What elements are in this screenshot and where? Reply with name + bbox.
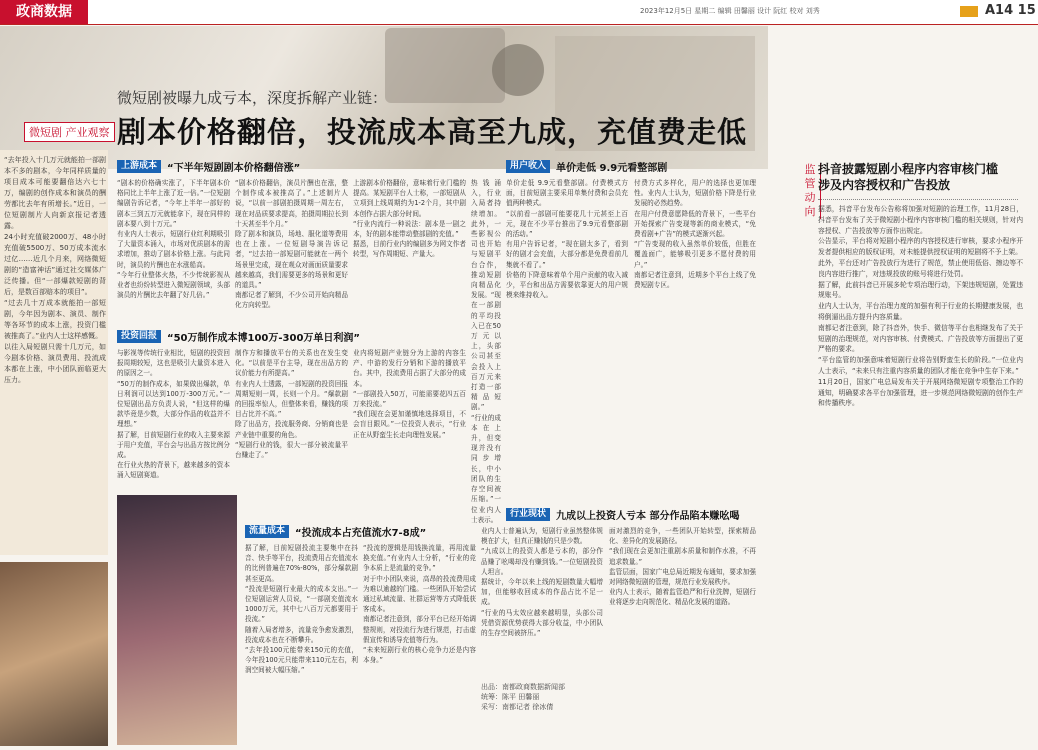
middle-photo	[117, 495, 237, 745]
sidebar-divider	[818, 199, 1018, 200]
section-brand: 政商数据	[0, 0, 88, 24]
left-photo	[0, 562, 108, 746]
lens-shape	[492, 44, 544, 96]
section-tag: 上游成本	[117, 160, 161, 173]
s1-col3: 上游剧本价格翻倍，意味着行业门槛的提高。某短剧平台人士称，一部短剧从立项到上线周期约为1-2个月，其中剧本创作占据大部分时间。 “行业内流行一种说法：剧本是一剧之本，好的剧本能带动整部剧的充值。” 据悉，目前行业内的编剧多为网文作者转型，写作周期短、产量大。	[353, 179, 466, 259]
section-title: “下半年短剧剧本价格翻倍涨”	[167, 163, 301, 174]
s5-col2: 面对激烈的竞争，一些团队开始转型，探索精品化、差异化的发展路径。 “我们现在会更加注重剧本质量和制作水准，不再追求数量。” 监管层面，国家广电总局近期发布通知，要求加强对网络微短剧的管理，规范行业发展秩序。 业内人士表示，随着监管趋严和行业洗牌，短剧行业将逐步走向规范化、精品化发展的道路。	[609, 527, 756, 607]
feature-subtitle: 微短剧被曝九成亏本，深度拆解产业链：	[117, 89, 388, 107]
left-column-text: “去年投入十几万元就能拍一部剧本不多的剧本，今年同样质量的项目成本可能要翻倍达六七十万，编剧的创作成本和演员的酬劳都比去年有所增长。”近日，一位短剧制片人向新京报记者透露。 24小时充值破2000万、48小时充值破5500万、50万成本流水过亿……近几个月来，网络微短剧的“造富神话”通过社交媒体广泛传播。但“一部爆款短剧的背后，是数百部赔本的项目”。 “过去几十万成本就能拍一部短剧，今年因为剧本、演员、制作等各环节的成本上涨，投资门槛被推高了。”业内人士这样感慨。 以往入局短剧只需十几万元，如今剧本价格、演员费用、投流成本都在上涨，中小团队面临更大压力。	[4, 156, 106, 384]
page-number: A14 15	[985, 3, 1036, 18]
masthead-bar	[0, 0, 1038, 25]
section-tag: 流量成本	[245, 525, 289, 538]
section-revenue	[506, 160, 766, 173]
dateline: 2023年12月5日 星期二 编辑 田馨丽 设计 阮红 校对 刘秀	[640, 7, 820, 15]
section-title: “投流成本占充值流水7-8成”	[295, 528, 427, 539]
s2-col2: 制作方和播放平台的关系也在发生变化。“以前是平台主导，现在出品方的议价能力有所提高。” 有业内人士透露，一部短剧的投资回报周期短则一周，长则一个月。“爆款剧的回报率惊人，但整体来看，赚钱的项目占比并不高。” 除了出品方，投流服务商、分销商也是产业链中重要的角色。 “短剧行业的钱，很大一部分被流量平台赚走了。”	[235, 349, 348, 460]
s3-col2: “投流的逻辑是用钱换流量，再用流量换充值。”有业内人士分析，“行业的竞争本质上是流量的竞争。” 对于中小团队来说，高昂的投流费用成为难以逾越的门槛。一些团队开始尝试通过私域流量、社群运营等方式降低获客成本。 南都记者注意到，部分平台已经开始调整规则，对投流行为进行规范，打击虚假宣传和诱导充值等行为。 “未来短剧行业的核心竞争力还是内容本身。”	[363, 544, 476, 665]
section-title: 九成以上投资人亏本 部分作品陷本赚吆喝	[556, 511, 740, 522]
sidebar-label: 监管动向	[800, 163, 821, 219]
s5-col1: 业内人士普遍认为，短剧行业虽然整体规模在扩大，但真正赚钱的只是少数。 “九成以上的投资人都是亏本的，部分作品赚了吆喝却没有赚到钱。”一位短剧投资人坦言。 据统计，今年以来上线的短剧数量大幅增加，但能够收回成本的作品占比不足一成。 “行业的马太效应越来越明显，头部公司凭借资源优势获得大部分收益，中小团队的生存空间被挤压。”	[481, 527, 603, 638]
sidebar-body: 据悉，抖音平台发布公告称将加强对短剧的治理工作，11月28日，抖音平台发布了关于微短剧小程序内容审核门槛的相关规则，针对内容授权、广告投放等方面作出规定。 公告显示，平台将对短剧小程序的内容授权进行审核，要求小程序开发者提供相应的版权证明，对未能提供授权证明的短剧将不予上架。 此外，平台还对广告投放行为进行了规范，禁止使用低俗、擦边等不良内容进行推广，对违规投放的账号将进行处罚。 据了解，此前抖音已开展多轮专项治理行动，下架违规短剧，处置违规账号。 业内人士认为，平台治理力度的加强有利于行业的长期健康发展，也将倒逼出品方提升内容质量。 南都记者注意到，除了抖音外，快手、微信等平台也相继发布了关于短剧的治理规范，对内容审核、付费模式、广告投放等方面提出了更严格的要求。 “平台监管的加强意味着短剧行业将告别野蛮生长的阶段。”一位业内人士表示，“未来只有注重内容质量的团队才能在竞争中生存下来。” 11月20日，国家广电总局发布关于开展网络微短剧专项整治工作的通知，明确要求各平台加强管理，进一步规范网络微短剧的创作生产和传播秩序。	[818, 205, 1023, 408]
section-title: 单价走低 9.9元看整部剧	[556, 163, 668, 174]
section-tag: 投资回报	[117, 330, 161, 343]
s4-col1: 单价走低 9.9元看整部剧。付费模式方面，目前短剧主要采用单集付费和会员充值两种模式。 “以前看一部剧可能要花几十元甚至上百元，现在不少平台推出了9.9元看整部剧的活动。” 有用户告诉记者，“现在剧太多了，看到好的剧才会充值，大部分都是免费看前几集就不看了。” 价格的下降意味着单个用户贡献的收入减少，平台和出品方需要依靠更大的用户规模来维持收入。	[506, 179, 628, 300]
s2-col3: 业内将短剧产业链分为上游的内容生产、中游的发行分销和下游的播放平台。其中，投流费用占据了大部分的成本。 “一部剧投入50万，可能需要花四五百万来投流。” “我们现在会更加谨慎地选择项目，不会盲目跟风。”一位投资人表示，“行业正在从野蛮生长走向理性发展。”	[353, 349, 466, 439]
section-title: “50万制作成本博100万-300万单日利润”	[167, 333, 360, 344]
sidebar-title: 抖音披露短剧小程序内容审核门槛 涉及内容授权和广告投放	[818, 162, 999, 192]
section-tag: 用户收入	[506, 160, 550, 173]
s1-col4: 热钱涌入，行业入局者持续增加。此外，一些影视公司也开始与短剧平台合作，推动短剧向精品化发展。“现在一部剧的平均投入已在50万元以上，头部公司甚至会投入上百万元来打造一部精品短剧。” “行业的成本在上升，但变现并没有同步增长，中小团队的生存空间被压缩。”一位业内人士表示。	[471, 179, 501, 524]
s4-col2: 付费方式多样化，用户的选择也更加理性。业内人士认为，短剧价格下降是行业发展的必然趋势。 在用户付费意愿降低的背景下，一些平台开始探索广告变现等新的商业模式，“免费看剧+广告”的模式逐渐兴起。 “广告变现的收入虽然单价较低，但胜在覆盖面广，能够吸引更多不愿付费的用户。” 南都记者注意到，近期多个平台上线了免费短剧专区。	[634, 179, 756, 290]
column-logo: 微短剧 产业观察	[24, 122, 115, 142]
section-status	[506, 508, 766, 521]
credit-block: 出品：南都政商数据新闻部 统筹：陈平 田馨丽 采写：南都记者 徐冰倩	[481, 683, 565, 711]
s1-col2: “剧本价格翻倍，演员片酬也在涨，整个制作成本被推高了。”上述制片人说，“以前一部剧拍摄周期一周左右，现在对品质要求提高，拍摄周期拉长到十天甚至半个月。” 除了剧本和演员，场地、服化道等费用也在上涨。一位短剧导演告诉记者，“过去拍一部短剧可能就在一两个场景里完成，现在观众对画面质量要求越来越高，我们需要更多的场景和更好的道具。” 南都记者了解到，不少公司开始向精品化方向转型。	[235, 179, 348, 310]
feature-headline: 剧本价格翻倍，投流成本高至九成，充值费走低	[117, 115, 748, 149]
s3-col1: 据了解，目前短剧投流主要集中在抖音、快手等平台，投流费用占充值流水的比例普遍在70%-80%，部分爆款剧甚至更高。 “投流是短剧行业最大的成本支出。”一位短剧运营人员说，“一部剧充值流水1000万元，其中七八百万元都要用于投流。” 随着入局者增多，流量竞争愈发激烈，投流成本也在不断攀升。 “去年投100元能带来150元的充值，今年投100元只能带来110元左右，利润空间被大幅压缩。”	[245, 544, 358, 675]
s1-col1: “剧本的价格确实涨了，下半年剧本价格同比上半年上涨了近一倍。”一位短剧编剧告诉记者，“今年上半年一部好的剧本三到五万元就能拿下，现在同样的剧本要八到十万元。” 有业内人士表示，短剧行业红利期吸引了大量资本涌入，市场对优质剧本的需求增加，推动了剧本价格上涨。与此同时，演员的片酬也在水涨船高。 “今年行业整体火热，不少传统影视从业者也纷纷转型进入微短剧领域，头部演员的片酬比去年翻了好几倍。”	[117, 179, 230, 300]
section-tag: 行业现状	[506, 508, 550, 521]
edition-badge	[960, 6, 978, 17]
camera-shape	[385, 28, 505, 103]
s2-col1: 与影视等传统行业相比，短剧的投资回报周期较短，这也是吸引大量资本进入的原因之一。 “50万的制作成本，如果做出爆款，单日利润可以达到100万-300万元。”一位短剧出品方负责人说，“但这样的爆款毕竟是少数，大部分作品的收益并不理想。” 据了解，目前短剧行业的收入主要来源于用户充值，平台会与出品方按比例分成。 在行业火热的背景下，越来越多的资本涌入短剧赛道。	[117, 349, 230, 480]
